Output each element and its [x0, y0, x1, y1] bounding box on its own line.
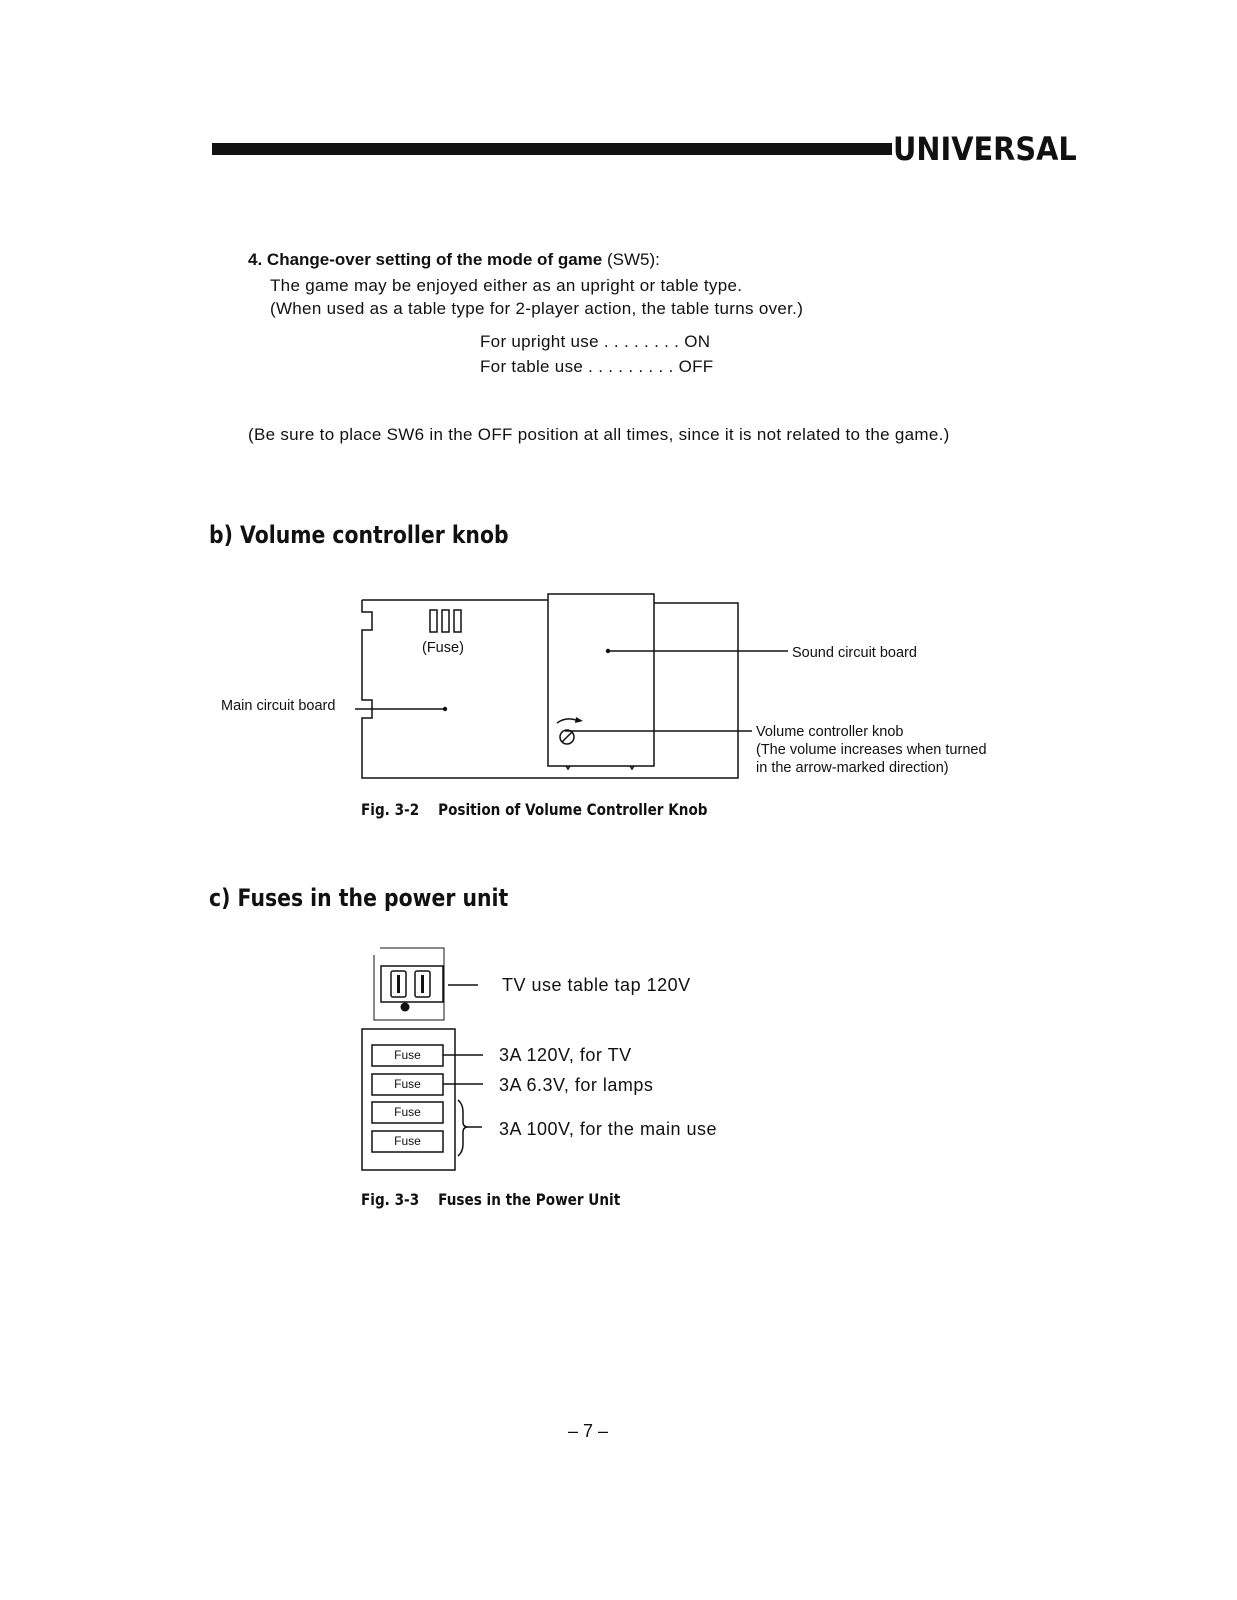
caption-number: Fig. 3-2 — [361, 800, 420, 819]
caption-number: Fig. 3-3 — [361, 1190, 420, 1209]
setting-label: For table use . . . . . . . . . — [480, 357, 674, 376]
item-number: 4. — [248, 250, 263, 269]
indicator-dot — [401, 1003, 410, 1012]
table-tap-housing — [374, 948, 444, 1020]
sw6-note: (Be sure to place SW6 in the OFF position at all times, since it is not related to the game.) — [248, 425, 950, 444]
fuse-box-label: Fuse — [394, 1077, 421, 1091]
item-4-line-2: (When used as a table type for 2-player action, the table turns over.) — [270, 299, 804, 318]
fuse-rating-tv: 3A 120V, for TV — [499, 1045, 632, 1065]
brand-logo: UNIVERSAL — [893, 130, 1077, 168]
main-board-label: Main circuit board — [221, 698, 336, 714]
caption-text: Fuses in the Power Unit — [438, 1190, 621, 1209]
setting-value: OFF — [678, 357, 714, 376]
item-title: Change-over setting of the mode of game — [266, 250, 603, 269]
section-c-title: c) Fuses in the power unit — [209, 884, 509, 912]
caption-text: Position of Volume Controller Knob — [438, 800, 708, 819]
table-tap-label: TV use table tap 120V — [502, 975, 691, 995]
knob-label-2: (The volume increases when turned — [756, 742, 987, 758]
knob-label-1: Volume controller knob — [756, 724, 904, 740]
fig-3-3-caption — [361, 1190, 620, 1209]
setting-value: ON — [684, 332, 711, 351]
page-number: – 7 – — [568, 1421, 609, 1441]
fuse-label: (Fuse) — [422, 640, 464, 656]
fuse-box-label: Fuse — [394, 1048, 421, 1062]
section-b-title: b) Volume controller knob — [209, 521, 509, 549]
fuse-box-label: Fuse — [394, 1105, 421, 1119]
knob-label-3: in the arrow-marked direction) — [756, 760, 949, 776]
brace — [458, 1100, 468, 1156]
setting-label: For upright use . . . . . . . . — [480, 332, 680, 351]
sound-board-label: Sound circuit board — [792, 645, 917, 661]
switch-ref: (SW5): — [606, 250, 660, 269]
fuse-rating-lamps: 3A 6.3V, for lamps — [499, 1075, 654, 1095]
fuse-box-label: Fuse — [394, 1134, 421, 1148]
item-4-line-1: The game may be enjoyed either as an upright or table type. — [270, 276, 743, 295]
fuse-rating-main: 3A 100V, for the main use — [499, 1119, 717, 1139]
